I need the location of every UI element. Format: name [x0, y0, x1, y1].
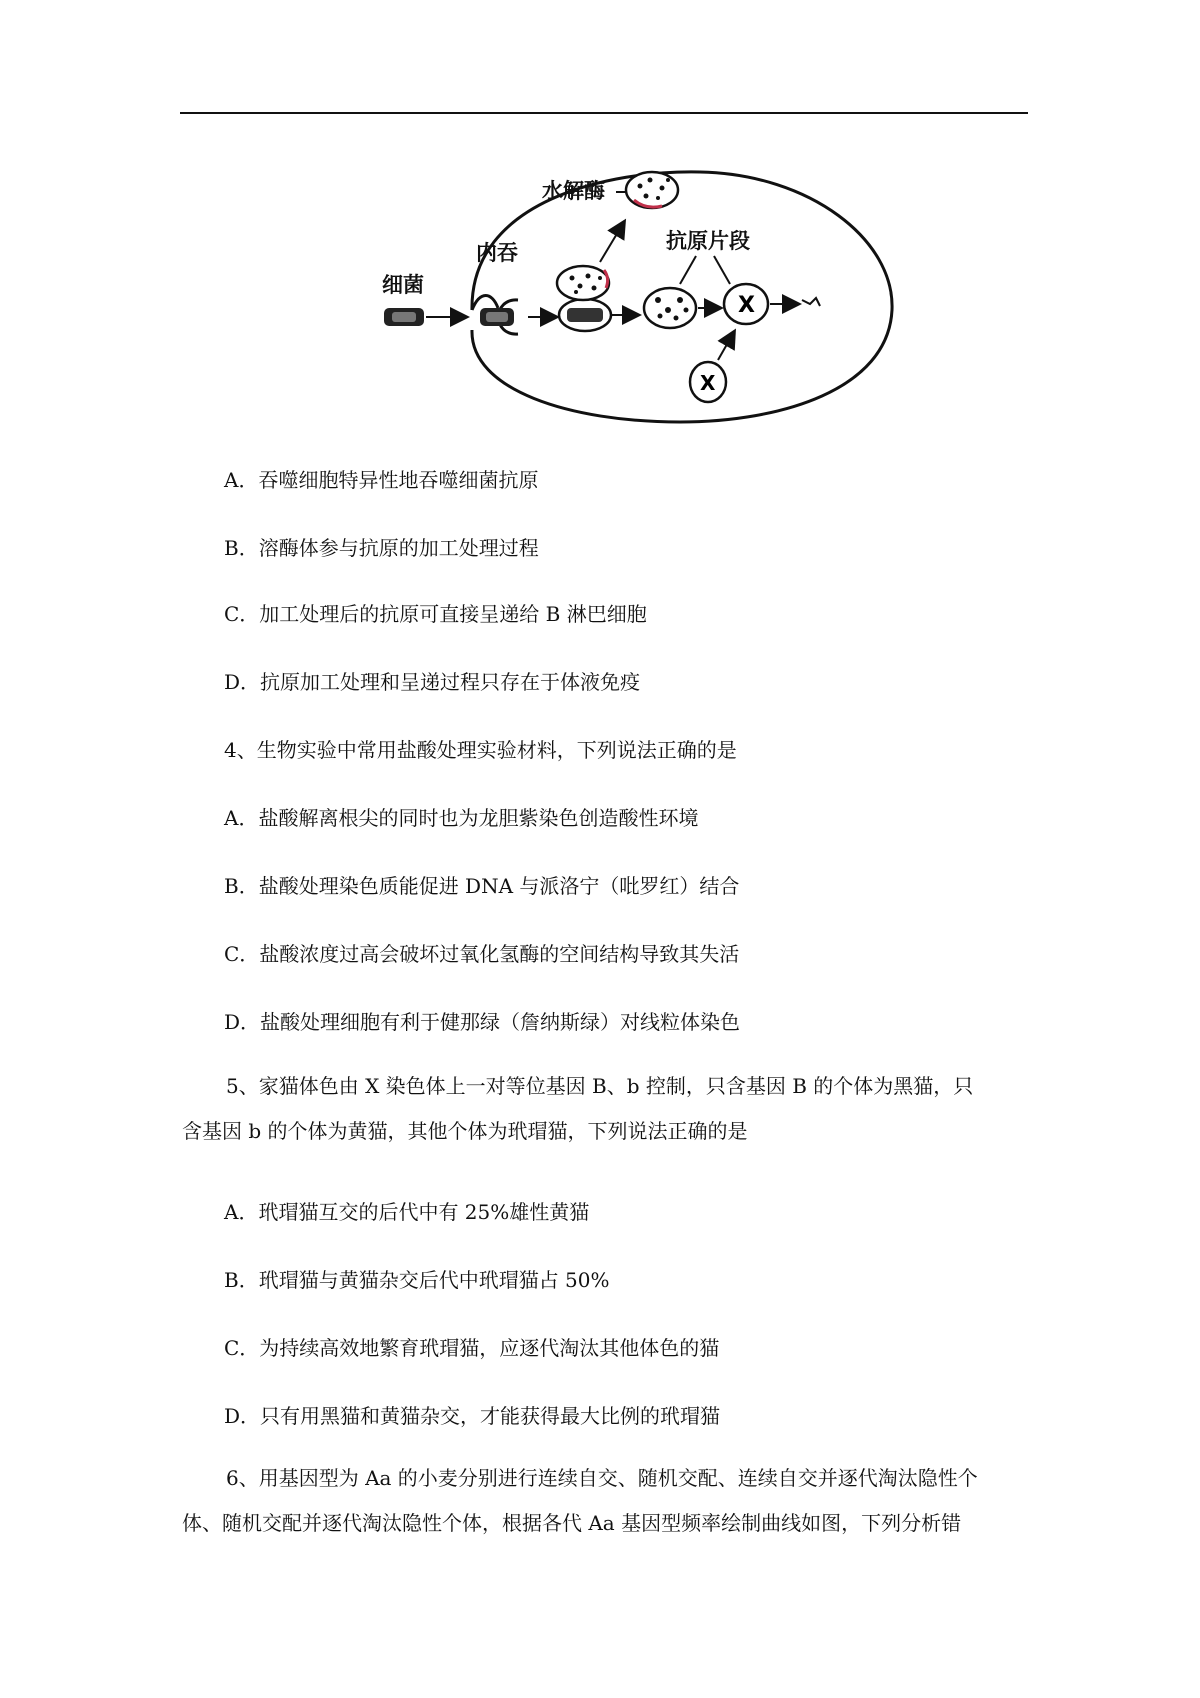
- label-antigen-fragment: 抗原片段: [666, 229, 750, 253]
- q6-stem: [182, 1456, 1028, 1546]
- q5-stem-line1: 5、家猫体色由 X 染色体上一对等位基因 B、b 控制，只含基因 B 的个体为黑猫，只: [226, 1074, 974, 1098]
- antigen-processing-diagram: [380, 160, 920, 428]
- membrane-invagination: [472, 296, 498, 311]
- q3-option-c: C．加工处理后的抗原可直接呈递给 B 淋巴细胞: [224, 602, 647, 626]
- svg-text:X: X: [738, 293, 755, 318]
- q4-option-d: D．盐酸处理细胞有利于健那绿（詹纳斯绿）对线粒体染色: [224, 1010, 741, 1034]
- q5-option-d: D．只有用黑猫和黄猫杂交，才能获得最大比例的玳瑁猫: [224, 1404, 721, 1428]
- q3-option-d: D．抗原加工处理和呈递过程只存在于体液免疫: [224, 670, 641, 694]
- label-hydrolase: 水解酶: [542, 179, 605, 203]
- label-bacteria: 细菌: [382, 273, 424, 297]
- presented-antigen-icon: [802, 298, 820, 306]
- diagram-svg: [380, 160, 920, 428]
- q5-option-b: B．玳瑁猫与黄猫杂交后代中玳瑁猫占 50%: [224, 1268, 610, 1292]
- q4-stem: 4、生物实验中常用盐酸处理实验材料，下列说法正确的是: [224, 738, 737, 762]
- header-rule: [180, 112, 1028, 114]
- q5-stem: [182, 1064, 1028, 1154]
- q6-stem-line1: 6、用基因型为 Aa 的小麦分别进行连续自交、随机交配、连续自交并逐代淘汰隐性个: [226, 1466, 978, 1490]
- q4-option-b: B．盐酸处理染色质能促进 DNA 与派洛宁（吡罗红）结合: [224, 874, 740, 898]
- svg-text:X: X: [700, 371, 716, 395]
- q4-option-a: A．盐酸解离根尖的同时也为龙胆紫染色创造酸性环境: [224, 806, 699, 830]
- q5-option-a: A．玳瑁猫互交的后代中有 25%雄性黄猫: [224, 1200, 590, 1224]
- q3-option-b: B．溶酶体参与抗原的加工处理过程: [224, 536, 539, 560]
- q3-option-a: A．吞噬细胞特异性地吞噬细菌抗原: [224, 468, 539, 492]
- q5-option-c: C．为持续高效地繁育玳瑁猫，应逐代淘汰其他体色的猫: [224, 1336, 720, 1360]
- label-endocytosis: 内吞: [476, 241, 518, 265]
- q4-option-c: C．盐酸浓度过高会破坏过氧化氢酶的空间结构导致其失活: [224, 942, 740, 966]
- hydrolase-vesicle-icon: [626, 172, 678, 208]
- lysosome-icon: [557, 266, 609, 300]
- q5-stem-line2: 含基因 b 的个体为黄猫，其他个体为玳瑁猫，下列说法正确的是: [182, 1119, 748, 1143]
- q6-stem-line2: 体、随机交配并逐代淘汰隐性个体，根据各代 Aa 基因型频率绘制曲线如图，下列分析错: [182, 1511, 962, 1535]
